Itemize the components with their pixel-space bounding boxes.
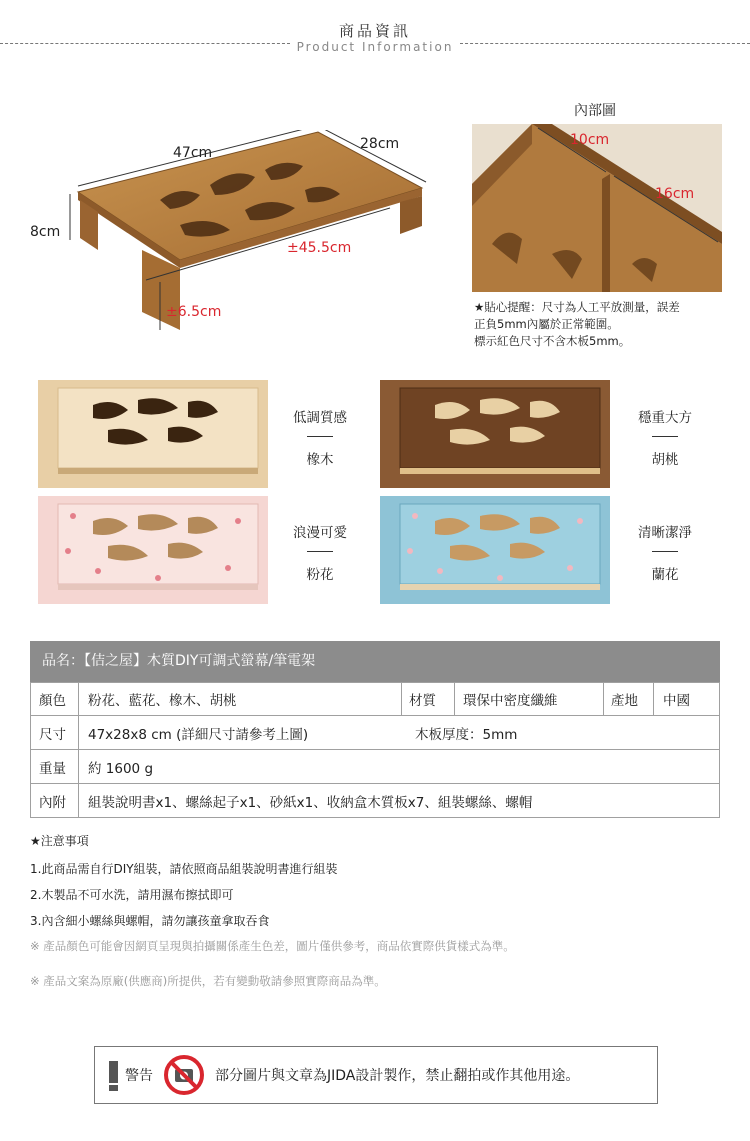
exclamation-icon: [109, 1061, 118, 1083]
swatch-oak-title: 低調質感: [293, 410, 347, 426]
size-tip-line-3: 標示紅色尺寸不含木板5mm。: [474, 334, 631, 348]
swatch-walnut-title: 穩重大方: [638, 410, 692, 426]
swatch-oak: [38, 380, 268, 488]
interior-image: [472, 124, 722, 292]
board-thickness: 木板厚度：5mm: [415, 726, 518, 743]
swatch-walnut-caption: [625, 406, 705, 468]
note-item: 2.木製品不可水洗，請用濕布擦拭即可: [30, 888, 234, 902]
inner-height-label: ±6.5cm: [166, 304, 222, 320]
size-label: 尺寸: [39, 726, 66, 743]
blue-stand-image: [380, 496, 610, 604]
swatch-walnut-name: 胡桃: [651, 452, 679, 468]
table-row-weight: [30, 750, 720, 784]
size-tip-line-1: ★貼心提醒：尺寸為人工平放測量，誤差: [474, 300, 680, 314]
length-label: 47cm: [173, 145, 213, 161]
included-label: 內附: [39, 794, 66, 811]
divider: [307, 436, 333, 437]
divider: [653, 683, 654, 715]
interior-dim-1: 10cm: [570, 132, 610, 148]
divider: [401, 683, 402, 715]
color-value: 粉花、藍花、橡木、胡桃: [88, 693, 237, 709]
weight-label: 重量: [39, 760, 66, 777]
swatch-oak-caption: [280, 406, 360, 468]
disclaimer-color: ※ 產品顏色可能會因網頁呈現與拍攝關係產生色差，圖片僅供參考，商品依實際供貨樣式為準。: [30, 939, 515, 953]
table-row-color: [30, 682, 720, 716]
divider: [78, 784, 79, 817]
table-row-size: [30, 716, 720, 750]
swatch-blue-name: 蘭花: [651, 567, 679, 583]
interior-title: 內部圖: [574, 103, 616, 119]
notes-heading: ★注意事項: [30, 834, 89, 848]
swatch-pink-title: 浪漫可愛: [293, 525, 347, 541]
swatch-walnut: [380, 380, 610, 488]
height-label: 8cm: [30, 224, 61, 240]
section-title: 商品資訊: [338, 22, 411, 40]
divider: [307, 551, 333, 552]
warning-label: 警告: [125, 1068, 153, 1084]
material-value: 環保中密度纖維: [463, 693, 558, 709]
walnut-stand-image: [380, 380, 610, 488]
width-label: 28cm: [360, 136, 400, 152]
divider: [78, 716, 79, 749]
included-value: 組裝說明書x1、螺絲起子x1、砂紙x1、收納盒木質板x7、組裝螺絲、螺帽: [88, 794, 533, 811]
swatch-blue-flower: [380, 496, 610, 604]
divider: [454, 683, 455, 715]
note-item: 3.內含細小螺絲與螺帽，請勿讓孩童拿取吞食: [30, 914, 270, 928]
table-row-included: [30, 784, 720, 818]
inner-length-label: ±45.5cm: [287, 240, 352, 256]
disclaimer-copy: ※ 產品文案為原廠(供應商)所提供，若有變動敬請參照實際商品為準。: [30, 974, 386, 988]
pink-stand-image: [38, 496, 268, 604]
oak-stand-image: [38, 380, 268, 488]
no-camera-icon: [163, 1054, 205, 1096]
divider: [652, 551, 678, 552]
swatch-oak-name: 橡木: [306, 452, 334, 468]
size-tip-line-2: 正負5mm內屬於正常範圍。: [474, 317, 619, 331]
swatch-pink-caption: [280, 521, 360, 583]
section-subtitle: Product Information: [296, 40, 454, 54]
origin-value: 中國: [663, 693, 690, 709]
divider: [652, 436, 678, 437]
product-name-header: 品名：【佶之屋】木質DIY可調式螢幕/筆電架: [30, 641, 720, 682]
weight-value: 約 1600 g: [88, 760, 154, 777]
interior-dim-2: 16cm: [655, 186, 695, 202]
material-label: 材質: [409, 693, 436, 709]
monitor-stand-image: [60, 130, 440, 340]
divider: [603, 683, 604, 715]
swatch-blue-caption: [625, 521, 705, 583]
divider: [78, 750, 79, 783]
note-item: 1.此商品需自行DIY組裝，請依照商品組裝說明書進行組裝: [30, 862, 338, 876]
divider: [78, 683, 79, 715]
size-value: 47x28x8 cm (詳細尺寸請參考上圖): [88, 726, 309, 743]
swatch-pink-flower: [38, 496, 268, 604]
color-label: 顏色: [39, 693, 66, 709]
size-tip: [474, 299, 744, 350]
origin-label: 產地: [611, 693, 638, 709]
swatch-pink-name: 粉花: [306, 567, 334, 583]
copyright-warning: [94, 1046, 658, 1104]
warning-text: 部分圖片與文章為JIDA設計製作，禁止翻拍或作其他用途。: [215, 1068, 580, 1084]
swatch-blue-title: 清晰潔淨: [638, 525, 692, 541]
